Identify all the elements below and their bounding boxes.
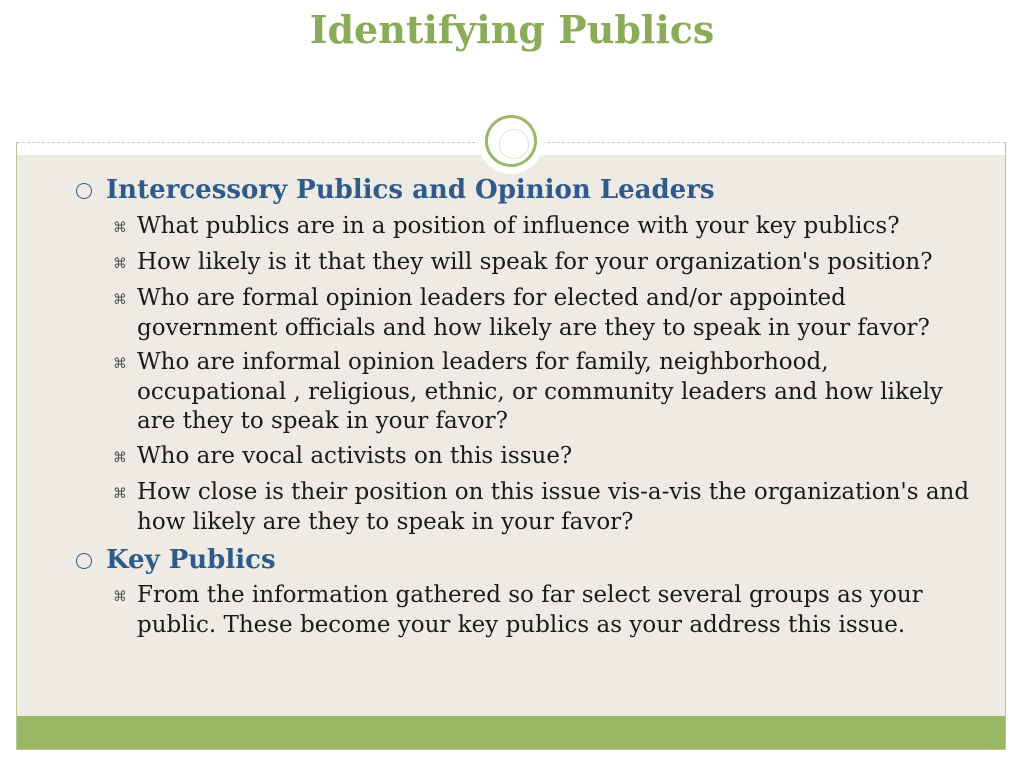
x-star-icon: ⌘	[113, 292, 127, 308]
x-star-icon: ⌘	[113, 486, 127, 502]
bullet-item: Who are formal opinion leaders for elected and/or appointed government officials and how likely are they to speak in your favor?	[137, 285, 930, 341]
bullet-item: Who are vocal activists on this issue?	[137, 443, 573, 469]
bullet-item: What publics are in a position of influence with your key publics?	[137, 213, 900, 239]
x-star-icon: ⌘	[113, 589, 127, 605]
ornament-inner-ring	[499, 129, 529, 159]
hollow-circle-icon	[76, 553, 92, 569]
x-star-icon: ⌘	[113, 256, 127, 272]
double-ring-icon	[478, 108, 544, 174]
hollow-circle-icon	[76, 183, 92, 199]
x-star-icon: ⌘	[113, 450, 127, 466]
bullet-item: Who are informal opinion leaders for family, neighborhood, occupational , religious, ethnic, or community leaders and how likely are they to speak in your favor?	[137, 349, 943, 434]
ornament-ring	[485, 115, 537, 167]
slide-title: Identifying Publics	[309, 7, 715, 52]
bullet-item: How likely is it that they will speak for your organization's position?	[137, 249, 933, 275]
section-heading: Key Publics	[106, 545, 276, 575]
bullet-item: How close is their position on this issue vis-a-vis the organization's and how likely are they to speak in your favor?	[137, 479, 970, 535]
footer-bar	[17, 716, 1005, 749]
bullet-item: From the information gathered so far select several groups as your public. These become your key publics as your address this issue.	[137, 582, 923, 638]
x-star-icon: ⌘	[113, 220, 127, 236]
x-star-icon: ⌘	[113, 356, 127, 372]
section-heading: Intercessory Publics and Opinion Leaders	[106, 175, 715, 205]
